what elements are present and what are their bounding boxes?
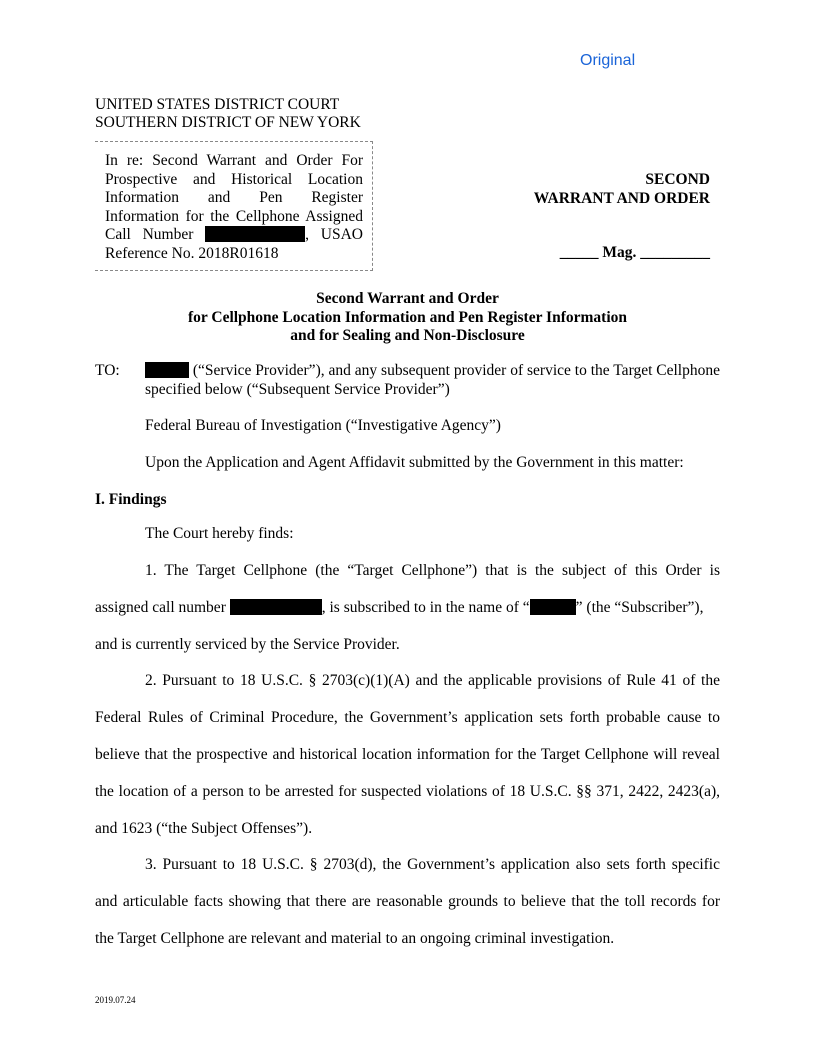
magistrate-number: _____ Mag. _________ xyxy=(559,244,710,261)
court-district: SOUTHERN DISTRICT OF NEW YORK xyxy=(95,114,361,131)
title-line-second: SECOND xyxy=(645,171,710,188)
document-type-title xyxy=(500,170,710,208)
redaction-box xyxy=(145,362,189,378)
findings-intro: The Court hereby finds: xyxy=(145,525,294,542)
original-stamp: Original xyxy=(580,52,636,69)
redaction-box xyxy=(530,599,576,615)
title-line-warrant: WARRANT AND ORDER xyxy=(533,190,710,207)
paragraph-line: and articulable facts showing that there are reasonable grounds to believe that the toll records for xyxy=(95,893,720,910)
paragraph-line: 3. Pursuant to 18 U.S.C. § 2703(d), the Government’s application also sets forth specific xyxy=(145,856,720,873)
line-text: ” (the “Subscriber”), xyxy=(575,599,704,616)
paragraph-line: 2. Pursuant to 18 U.S.C. § 2703(c)(1)(A) and the applicable provisions of Rule 41 of the xyxy=(145,672,720,689)
doc-title-line-1: Second Warrant and Order xyxy=(316,290,499,307)
redaction-box xyxy=(230,599,322,615)
paragraph-line: the location of a person to be arrested for suspected violations of 18 U.S.C. §§ 371, 2422, 2423(a), xyxy=(95,783,720,800)
caption-text-after: , USAO Reference No. 2018R01618 xyxy=(105,226,363,262)
redaction-box xyxy=(205,226,305,242)
paragraph-line xyxy=(95,599,720,617)
section-heading-findings: I. Findings xyxy=(95,491,167,508)
agency-line: Federal Bureau of Investigation (“Investigative Agency”) xyxy=(145,417,501,434)
court-heading xyxy=(95,96,361,132)
to-recipients xyxy=(145,362,720,399)
line-text: , is subscribed to in the name of “ xyxy=(321,599,530,616)
paragraph-line: believe that the prospective and historical location information for the Target Cellphone will reveal xyxy=(95,746,720,763)
caption-text-before: In re: Second Warrant and Order For Prospective and Historical Location Information and Pen Register Information for the Cellphone Assigned Call Number xyxy=(105,152,363,243)
footer-date: 2019.07.24 xyxy=(95,995,136,1005)
paragraph-line: 1. The Target Cellphone (the “Target Cellphone”) that is the subject of this Order is xyxy=(145,562,720,579)
doc-title-line-2: for Cellphone Location Information and Pen Register Information xyxy=(187,308,628,326)
paragraph-line: and 1623 (“the Subject Offenses”). xyxy=(95,820,313,837)
to-label: TO: xyxy=(95,362,120,379)
paragraph-line: and is currently serviced by the Service Provider. xyxy=(95,636,400,653)
to-text: (“Service Provider”), and any subsequent provider of service to the Target Cellphone specified below (“Subsequent Service Provider”) xyxy=(145,362,720,398)
doc-title-line-3: and for Sealing and Non-Disclosure xyxy=(290,327,525,344)
upon-line: Upon the Application and Agent Affidavit submitted by the Government in this matter: xyxy=(145,454,684,471)
paragraph-line: the Target Cellphone are relevant and material to an ongoing criminal investigation. xyxy=(95,930,615,947)
line-text: assigned call number xyxy=(95,599,230,616)
court-name: UNITED STATES DISTRICT COURT xyxy=(95,96,340,113)
document-title xyxy=(95,290,720,346)
case-caption xyxy=(105,152,363,263)
paragraph-line: Federal Rules of Criminal Procedure, the Government’s application sets forth probable cause to xyxy=(95,709,720,726)
